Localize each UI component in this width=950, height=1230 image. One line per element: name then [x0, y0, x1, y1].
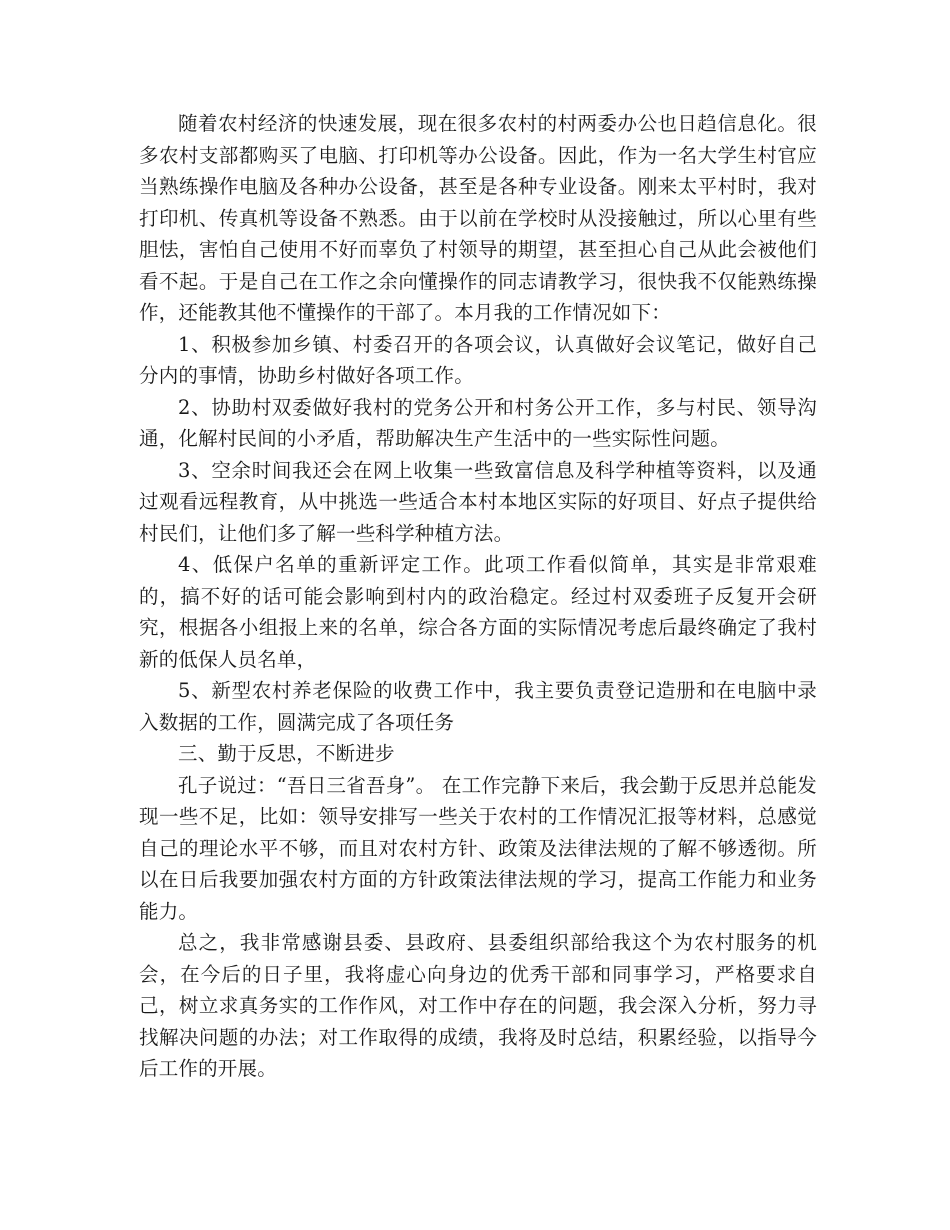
conclusion-paragraph: 总之，我非常感谢县委、县政府、县委组织部给我这个为农村服务的机会，在今后的日子里，我将虚心向身边的优秀干部和同事学习，严格要求自己，树立求真务实的工作作风，对工作中存在的问题，我会深入分析，努力寻找解决问题的办法；对工作取得的成绩，我将及时总结，积累经验，以指导今后工作的开展。 [139, 931, 817, 1080]
document-body [139, 108, 817, 1085]
list-item-transparency: 2、协助村双委做好我村的党务公开和村务公开工作，多与村民、领导沟通，化解村民间的小矛盾，帮助解决生产生活中的一些实际性问题。 [139, 395, 817, 450]
section-heading-reflection: 三、勤于反思，不断进步 [178, 742, 395, 765]
list-item-pension-insurance: 5、新型农村养老保险的收费工作中，我主要负责登记造册和在电脑中录入数据的工作，圆满完成了各项任务 [139, 679, 817, 734]
list-item-low-income-review: 4、低保户名单的重新评定工作。此项工作看似简单，其实是非常艰难的，搞不好的话可能会影响到村内的政治稳定。经过村双委班子反复开会研究，根据各小组报上来的名单，综合各方面的实际情况考虑后最终确定了我村新的低保人员名单， [139, 553, 817, 671]
reflection-paragraph: 孔子说过：“吾日三省吾身”。 在工作完静下来后，我会勤于反思并总能发现一些不足，比如：领导安排写一些关于农村的工作情况汇报等材料，总感觉自己的理论水平不够，而且对农村方针、政策及法律法规的了解不够透彻。所以在日后我要加强农村方面的方针政策法律法规的学习，提高工作能力和业务能力。 [139, 773, 817, 923]
list-item-meetings: 1、积极参加乡镇、村委召开的各项会议，认真做好会议笔记，做好自己分内的事情，协助乡村做好各项工作。 [139, 332, 817, 387]
list-item-information: 3、空余时间我还会在网上收集一些致富信息及科学种植等资料，以及通过观看远程教育，从中挑选一些适合本村本地区实际的好项目、好点子提供给村民们，让他们多了解一些科学种植方法。 [139, 458, 817, 545]
intro-paragraph: 随着农村经济的快速发展，现在很多农村的村两委办公也日趋信息化。很多农村支部都购买了电脑、打印机等办公设备。因此，作为一名大学生村官应当熟练操作电脑及各种办公设备，甚至是各种专业设备。刚来太平村时，我对打印机、传真机等设备不熟悉。由于以前在学校时从没接触过，所以心里有些胆怯，害怕自己使用不好而辜负了村领导的期望，甚至担心自己从此会被他们看不起。于是自己在工作之余向懂操作的同志请教学习，很快我不仅能熟练操作，还能教其他不懂操作的干部了。本月我的工作情况如下： [139, 112, 817, 324]
